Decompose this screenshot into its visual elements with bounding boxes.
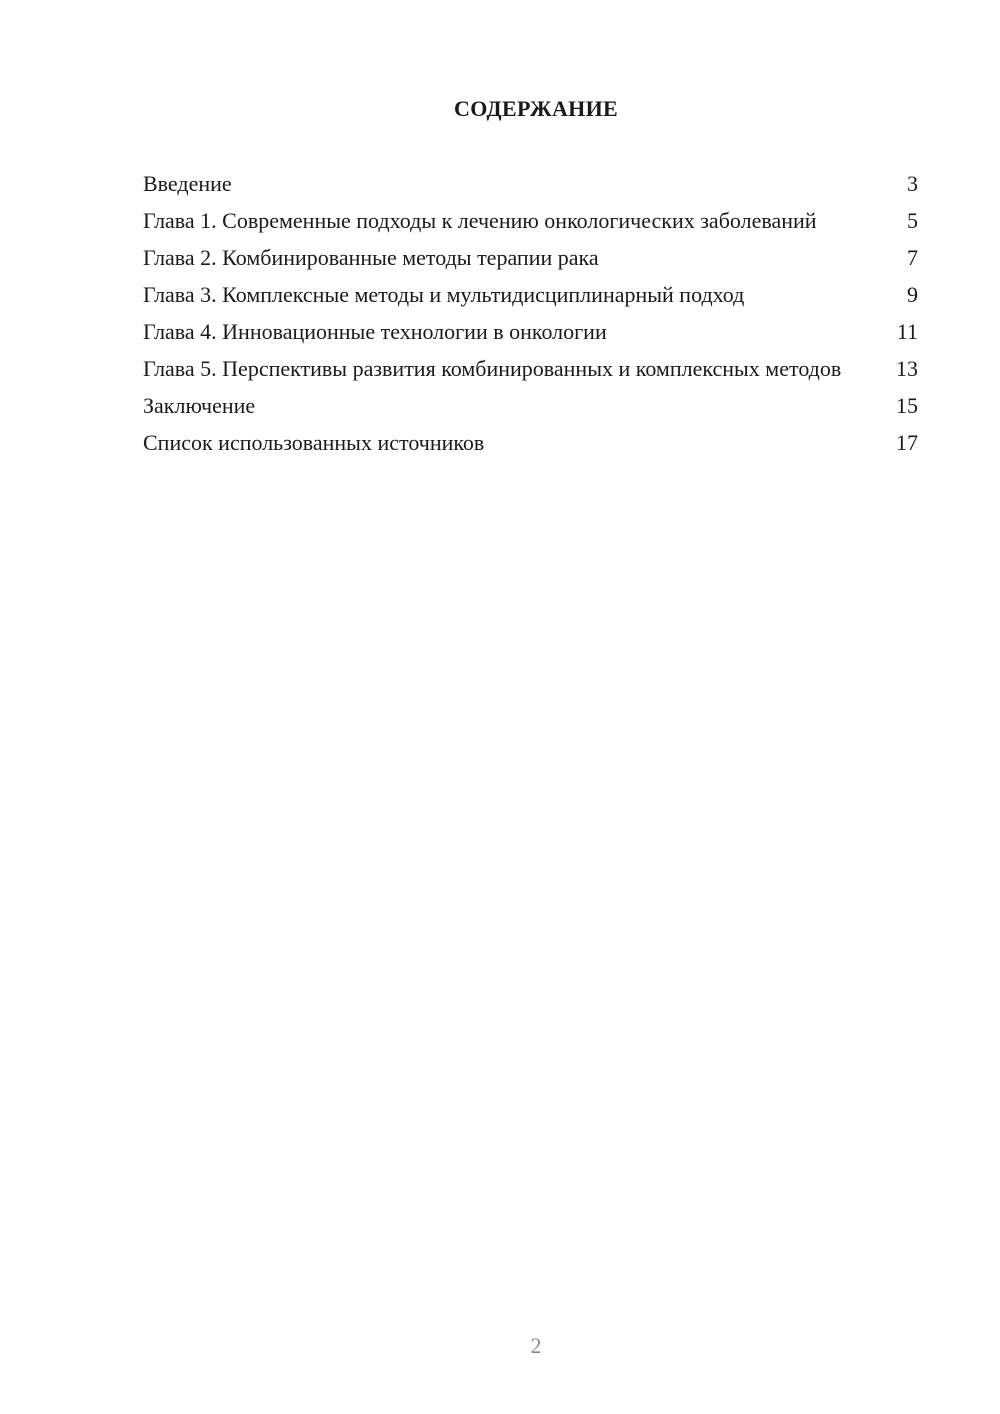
page-title: СОДЕРЖАНИЕ: [454, 96, 618, 121]
toc-entry-page: 5: [907, 208, 918, 233]
toc-entry-chapter-4[interactable]: [143, 318, 918, 345]
toc-entry-page: 9: [907, 282, 918, 307]
toc-entry-page: 3: [907, 171, 918, 196]
toc-entry-title: Глава 1. Современные подходы к лечению онкологических заболеваний: [143, 208, 817, 233]
toc-entry-chapter-2[interactable]: [143, 244, 918, 271]
toc-entry-page: 7: [907, 245, 918, 270]
toc-entry-title: Заключение: [143, 393, 256, 418]
toc-entry-title: Введение: [143, 171, 232, 196]
toc-entry-title: Глава 5. Перспективы развития комбинированных и комплексных методов: [143, 356, 842, 381]
toc-entry-introduction[interactable]: [143, 170, 918, 197]
toc-entry-title: Глава 3. Комплексные методы и мультидисциплинарный подход: [143, 282, 745, 307]
toc-entry-references[interactable]: [143, 429, 918, 456]
page-number: 2: [530, 1333, 542, 1358]
toc-entry-page: 17: [896, 430, 918, 455]
toc-entry-title: Глава 4. Инновационные технологии в онкологии: [143, 319, 607, 344]
table-of-contents: [143, 170, 918, 466]
toc-entry-conclusion[interactable]: [143, 392, 918, 419]
toc-entry-page: 15: [896, 393, 918, 418]
toc-entry-title: Список использованных источников: [143, 430, 485, 455]
toc-entry-page: 13: [896, 356, 918, 381]
toc-entry-chapter-5[interactable]: [143, 355, 918, 382]
toc-entry-chapter-3[interactable]: [143, 281, 918, 308]
toc-entry-title: Глава 2. Комбинированные методы терапии рака: [143, 245, 599, 270]
toc-entry-chapter-1[interactable]: [143, 207, 918, 234]
toc-entry-page: 11: [896, 319, 918, 344]
